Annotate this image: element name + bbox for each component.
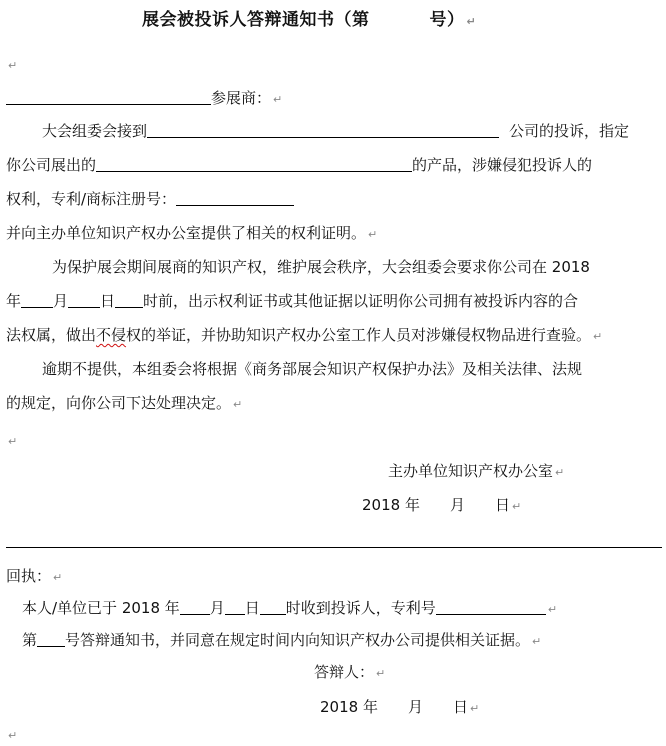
receipt-label-text: 回执： [6,567,52,585]
return-mark: ↵ [469,702,480,715]
hour-blank [115,291,143,308]
return-mark: ↵ [53,571,63,584]
p2-line-2 [6,291,578,311]
return-mark: ↵ [8,729,18,742]
return-mark: ↵ [8,435,18,448]
notice-number-blank [37,630,65,647]
p2-line-1-text: 为保护展会期间展商的知识产权，维护展会秩序，大会组委会要求你公司在 2018 [52,258,590,276]
p2-line-1 [52,257,590,277]
exhibitor-label: 参展商： [211,89,272,107]
return-mark: ↵ [532,635,542,648]
p1-line-1 [42,121,629,141]
p1-line-3 [6,189,294,209]
day-blank [68,291,100,308]
p1-line-2-text: 你公司展出的 [6,156,97,174]
receipt-hour-blank [260,598,286,615]
title-prefix: 展会被投诉人答辩通知书（第 [142,10,370,30]
receipt-line-1-mid: 时收到投诉人，专利号 [285,599,436,617]
p1-line-2 [6,155,592,175]
p3-line-2 [6,393,242,415]
notice-title [142,10,476,32]
receipt-date-text: 2018 年 月 日 [320,698,468,716]
p3-line-1 [42,359,582,379]
month-blank [21,291,53,308]
receipt-separator [6,547,662,548]
return-mark: ↵ [8,59,18,72]
return-mark: ↵ [593,330,603,343]
p2-line-2-text: 时前，出示权利证书或其他证据以证明你公司拥有被投诉内容的合 [143,292,579,310]
p2-line-3-end: 权的举证，并协助知识产权办公室工作人员对涉嫌侵权物品进行查验。 [126,326,592,344]
return-mark: ↵ [555,466,565,479]
receipt-label [6,566,62,588]
return-mark: ↵ [547,603,558,616]
return-mark: ↵ [466,15,477,28]
receipt-month-unit: 月 [209,599,225,617]
exhibitor-line [6,88,282,110]
p2-line-3 [6,325,602,347]
return-mark: ↵ [511,500,522,513]
return-mark: ↵ [233,398,243,411]
receipt-line-1 [22,598,557,620]
p1-line-3-text: 权利，专利/商标注册号： [6,190,177,208]
return-mark: ↵ [273,93,283,106]
issuing-office-text: 主办单位知识产权办公室 [388,462,554,480]
receipt-month-blank [180,598,210,615]
issue-date-text: 2018 年 月 日 [362,496,510,514]
respondent-label: 答辩人： [314,663,375,681]
complainant-blank [147,121,499,138]
p2-line-3-text: 法权属，做出 [6,326,97,344]
year-unit: 年 [6,292,22,310]
respondent-line [314,662,385,684]
return-mark: ↵ [376,667,386,680]
receipt-line-2 [22,630,541,652]
month-unit: 月 [53,292,69,310]
receipt-line-1-text: 本人/单位已于 2018 年 [22,599,180,617]
p3-line-2-text: 的规定，向你公司下达处理决定。 [6,394,232,412]
day-unit: 日 [100,292,116,310]
p1-line-4 [6,223,377,245]
receipt-line-2-end: 号答辩通知书，并同意在规定时间内向知识产权办公司提供相关证据。 [65,631,531,649]
receipt-date [320,697,479,719]
title-suffix: 号） [429,10,465,30]
product-blank [96,155,412,172]
registration-number-blank [176,189,294,206]
return-mark: ↵ [368,228,378,241]
issuing-office [388,461,564,483]
p1-line-1-text: 大会组委会接到 [42,122,148,140]
issue-date [362,495,521,517]
spellcheck-flagged-text: 不侵 [96,326,127,344]
p3-line-1-text: 逾期不提供，本组委会将根据《商务部展会知识产权保护办法》及相关法律、法规 [42,360,583,378]
receipt-day-blank [225,598,245,615]
receipt-day-unit: 日 [244,599,260,617]
receipt-line-2-text: 第 [22,631,38,649]
p1-line-2-end: 的产品，涉嫌侵犯投诉人的 [412,156,593,174]
p1-line-1-end: 公司的投诉，指定 [509,122,630,140]
exhibitor-blank [6,88,211,105]
p1-line-4-text: 并向主办单位知识产权办公室提供了相关的权利证明。 [6,224,367,242]
patent-number-blank [436,598,546,615]
